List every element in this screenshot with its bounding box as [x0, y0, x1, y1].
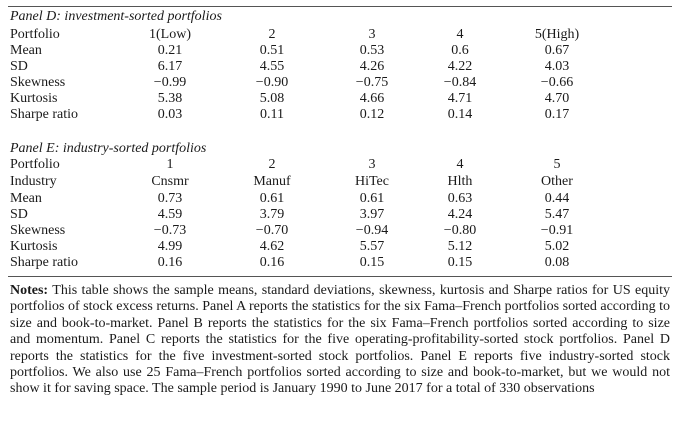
- table-cell: −0.73: [153, 223, 187, 238]
- table-cell: 4.22: [447, 59, 473, 74]
- panel-e-title: Panel E: industry-sorted portfolios: [10, 141, 207, 156]
- table-cell: 0.44: [544, 191, 570, 206]
- table-cell: −0.94: [355, 223, 389, 238]
- panel-e-header-row: [0, 156, 680, 173]
- table-row: [0, 190, 680, 207]
- table-cell: 0.63: [447, 191, 473, 206]
- table-cell: 0.21: [157, 43, 183, 58]
- table-cell: 4.70: [544, 91, 570, 106]
- table-cell: 0.51: [259, 43, 285, 58]
- row-label: Mean: [10, 43, 42, 58]
- column-header: 1(Low): [149, 27, 191, 42]
- table-cell: −0.91: [540, 223, 574, 238]
- table-cell: 3.79: [259, 207, 285, 222]
- table-cell: 5.08: [259, 91, 285, 106]
- column-header: 2: [268, 27, 276, 42]
- table-cell: 0.73: [157, 191, 183, 206]
- column-header: 3: [368, 157, 376, 172]
- table-cell: 0.15: [359, 255, 385, 270]
- panel-d-header-row: [0, 26, 680, 43]
- column-header: 5(High): [534, 27, 580, 42]
- column-header: 4: [456, 157, 464, 172]
- table-cell: 0.14: [447, 107, 473, 122]
- row-label: Portfolio: [10, 157, 60, 172]
- table-cell: HiTec: [354, 174, 389, 189]
- column-header: 1: [166, 157, 174, 172]
- table-cell: 5.47: [544, 207, 570, 222]
- row-label: Kurtosis: [10, 91, 58, 106]
- row-label: Kurtosis: [10, 239, 58, 254]
- table-cell: Cnsmr: [151, 174, 189, 189]
- table-cell: 4.24: [447, 207, 473, 222]
- row-label: Sharpe ratio: [10, 255, 79, 270]
- table-cell: −0.80: [443, 223, 477, 238]
- notes-text: This table shows the sample means, standard deviations, skewness, kurtosis and Sharpe ratios for US equity portfolios of stock excess returns. Panel A reports the statistics for the six Fama–French portfolios sorted according to size and book-to-market. Panel B reports the statistics for the six Fama–French portfolios sorted according to size and momentum. Panel C reports the statistics for the five operating-profitability-sorted stock portfolios. Panel D reports the statistics for the five investment-sorted stock portfolios. Panel E reports five industry-sorted stock portfolios. We also use 25 Fama–French portfolios sorted according to size and book-to-market, but we would not show it for saving space. The sample period is January 1990 to June 2017 for a total of 330 observations: [10, 283, 670, 397]
- table-cell: 0.67: [544, 43, 570, 58]
- table-cell: 4.99: [157, 239, 183, 254]
- table-cell: 3.97: [359, 207, 385, 222]
- column-header: 4: [456, 27, 464, 42]
- table-cell: 0.08: [544, 255, 570, 270]
- table-cell: 4.55: [259, 59, 285, 74]
- table-cell: 0.16: [259, 255, 285, 270]
- table-cell: 0.12: [359, 107, 385, 122]
- table-cell: −0.75: [355, 75, 389, 90]
- table-cell: 5.12: [447, 239, 473, 254]
- panel-d-title: Panel D: investment-sorted portfolios: [10, 9, 222, 24]
- table-cell: 5.57: [359, 239, 385, 254]
- table-cell: 4.59: [157, 207, 183, 222]
- table-cell: 6.17: [157, 59, 183, 74]
- table-row: [0, 222, 680, 239]
- table-cell: 0.6: [451, 43, 469, 58]
- table-cell: 0.16: [157, 255, 183, 270]
- notes-label: Notes:: [10, 283, 49, 298]
- table-cell: 0.03: [157, 107, 183, 122]
- table-row: [0, 106, 680, 123]
- row-label: Skewness: [10, 75, 66, 90]
- table-row: [0, 254, 680, 271]
- table-cell: −0.70: [255, 223, 289, 238]
- table-cell: Other: [541, 174, 573, 189]
- table-row: [0, 58, 680, 75]
- table-cell: 4.71: [447, 91, 473, 106]
- table-cell: 4.62: [259, 239, 285, 254]
- table-row: [0, 206, 680, 223]
- table-cell: 0.61: [359, 191, 385, 206]
- table-cell: Manuf: [253, 174, 291, 189]
- table-row: [0, 42, 680, 59]
- table-cell: Hlth: [447, 174, 473, 189]
- column-header: 3: [368, 27, 376, 42]
- row-label: Skewness: [10, 223, 66, 238]
- table-cell: 0.61: [259, 191, 285, 206]
- column-header: 2: [268, 157, 276, 172]
- top-rule: [8, 6, 672, 7]
- row-label: Mean: [10, 191, 42, 206]
- table-row: [0, 90, 680, 107]
- table-cell: −0.90: [255, 75, 289, 90]
- row-label: Industry: [10, 174, 57, 189]
- table-cell: 0.17: [544, 107, 570, 122]
- row-label: SD: [10, 207, 28, 222]
- row-label: SD: [10, 59, 28, 74]
- bottom-rule: [8, 276, 672, 277]
- table-row: [0, 238, 680, 255]
- table-row: [0, 74, 680, 91]
- table-cell: 4.03: [544, 59, 570, 74]
- table-cell: −0.66: [540, 75, 574, 90]
- table-cell: 5.02: [544, 239, 570, 254]
- table-cell: −0.84: [443, 75, 477, 90]
- table-cell: 0.15: [447, 255, 473, 270]
- row-label: Portfolio: [10, 27, 60, 42]
- column-header: 5: [553, 157, 561, 172]
- table-cell: 0.53: [359, 43, 385, 58]
- table-notes: [10, 283, 670, 398]
- table-cell: −0.99: [153, 75, 187, 90]
- table-cell: 4.26: [359, 59, 385, 74]
- table-cell: 0.11: [260, 107, 284, 122]
- table-cell: 4.66: [359, 91, 385, 106]
- table-cell: 5.38: [157, 91, 183, 106]
- row-label: Sharpe ratio: [10, 107, 79, 122]
- panel-e-industry-row: [0, 173, 680, 190]
